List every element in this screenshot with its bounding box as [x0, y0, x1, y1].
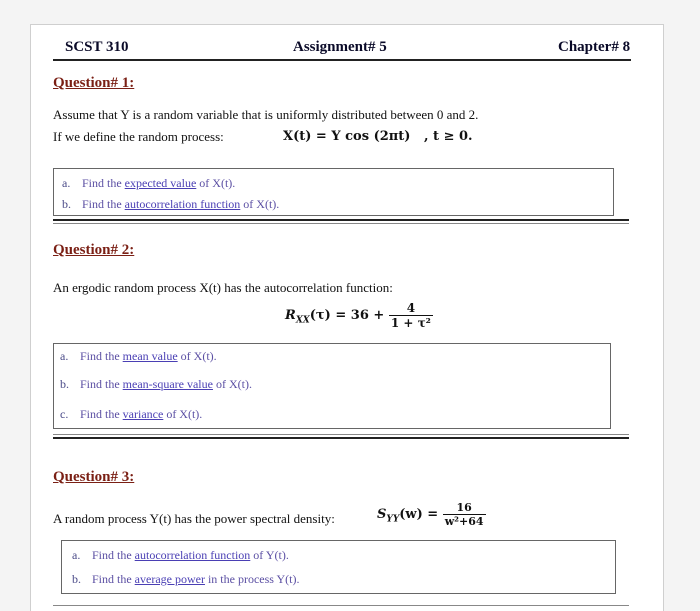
course-code: SCST 310: [65, 39, 129, 55]
q2-task-b-num: b.: [60, 377, 69, 391]
q3-task-b-num: b.: [72, 572, 81, 586]
q3-task-b: [72, 572, 300, 587]
q3-task-a-pre: Find the: [92, 548, 135, 562]
q2-task-a-post: of X(t).: [177, 349, 217, 363]
q1-title: Question# 1:: [53, 75, 135, 91]
q1-task-b-pre: Find the: [82, 197, 125, 211]
q2-task-b-post: of X(t).: [212, 377, 252, 391]
q2-formula-fraction: [389, 301, 433, 330]
q3-text-line1: A random process Y(t) has the power spectral density:: [53, 511, 335, 526]
q2-task-c: [60, 407, 202, 422]
q3-formula-lhs: S: [377, 507, 387, 522]
q2-title: Question# 2:: [53, 242, 135, 258]
q2-formula-denominator: 1 + τ²: [390, 316, 431, 330]
q1-separator-thin: [53, 223, 629, 224]
q2-formula: [285, 301, 433, 330]
q3-task-a: [72, 548, 289, 563]
q2-task-b-pre: Find the: [80, 377, 123, 391]
q1-task-a-link[interactable]: expected value: [124, 176, 197, 190]
q2-task-b-link[interactable]: mean-square value: [122, 377, 213, 391]
q3-formula: [377, 501, 486, 528]
q2-task-c-num: c.: [60, 407, 69, 421]
q3-task-b-link[interactable]: average power: [134, 572, 205, 586]
q2-tasks-box: [53, 343, 611, 429]
q2-task-a-pre: Find the: [80, 349, 123, 363]
document-page: [30, 24, 664, 611]
q2-task-c-post: of X(t).: [163, 407, 203, 421]
q2-formula-arg: (τ) = 36 +: [309, 308, 385, 323]
q3-task-a-num: a.: [72, 548, 81, 562]
q2-task-c-pre: Find the: [80, 407, 123, 421]
q2-formula-lhs: R: [285, 308, 296, 323]
q2-separator-thin: [53, 434, 629, 435]
q1-task-a-pre: Find the: [82, 176, 125, 190]
q2-task-c-link[interactable]: variance: [122, 407, 164, 421]
q2-task-b: [60, 377, 252, 392]
q3-task-b-post: in the process Y(t).: [204, 572, 300, 586]
q3-title: Question# 3:: [53, 469, 135, 485]
q1-formula: X(t) = Y cos (2πt): [283, 129, 411, 144]
q3-separator-thin: [53, 605, 629, 606]
q2-formula-numerator: 4: [389, 301, 433, 316]
q1-condition: , t ≥ 0.: [424, 129, 473, 144]
chapter-number: Chapter# 8: [558, 39, 631, 55]
q3-task-b-pre: Find the: [92, 572, 135, 586]
q3-task-a-link[interactable]: autocorrelation function: [134, 548, 251, 562]
q1-text-line2: If we define the random process:: [53, 129, 224, 144]
q1-text-line1: Assume that Y is a random variable that is uniformly distributed between 0 and 2.: [53, 107, 479, 122]
q1-task-b: [62, 197, 279, 212]
q3-formula-arg: (w) =: [399, 507, 439, 522]
q3-tasks-box: [61, 540, 616, 594]
q3-formula-numerator: 16: [443, 501, 486, 515]
q2-task-a: [60, 349, 217, 364]
q1-task-a-post: of X(t).: [196, 176, 236, 190]
q2-task-a-num: a.: [60, 349, 69, 363]
q3-task-a-post: of Y(t).: [250, 548, 289, 562]
q2-formula-sub: XX: [295, 315, 310, 326]
q1-separator: [53, 219, 629, 221]
q2-separator: [53, 437, 629, 439]
q1-task-a-num: a.: [62, 176, 71, 190]
assignment-number: Assignment# 5: [293, 39, 387, 55]
q2-task-a-link[interactable]: mean value: [122, 349, 178, 363]
q1-task-b-post: of X(t).: [240, 197, 280, 211]
q3-formula-denominator: w²+64: [444, 515, 484, 528]
header-rule: [53, 59, 631, 61]
q3-formula-sub: YY: [386, 514, 400, 525]
q1-task-b-link[interactable]: autocorrelation function: [124, 197, 241, 211]
q2-text-line1: An ergodic random process X(t) has the autocorrelation function:: [53, 280, 393, 295]
q1-task-b-num: b.: [62, 197, 71, 211]
q1-tasks-box: [53, 168, 614, 216]
q1-task-a: [62, 176, 235, 191]
q3-formula-fraction: [443, 501, 486, 528]
